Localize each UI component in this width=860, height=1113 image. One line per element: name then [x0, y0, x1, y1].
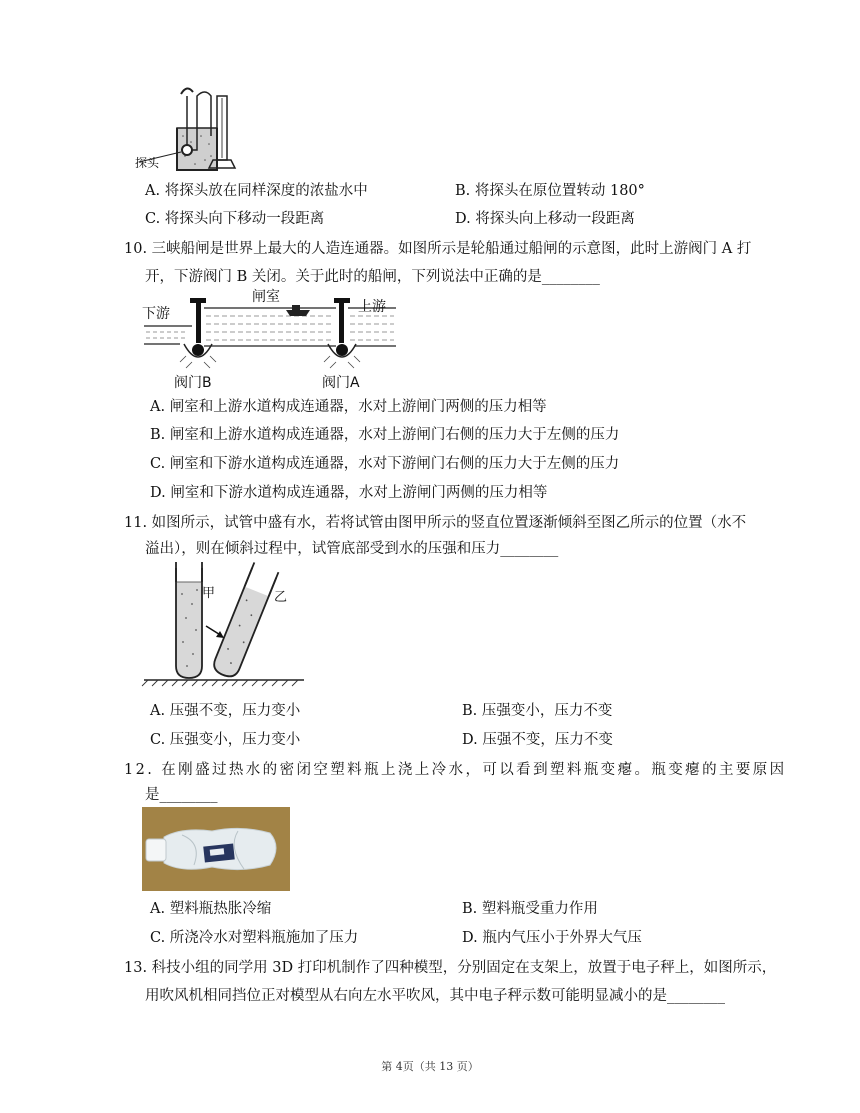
- q11-option-a: A. 压强不变，压力变小: [150, 703, 301, 719]
- q10-figure: [140, 286, 400, 394]
- q11-stem-line2: 溢出），则在倾斜过程中，试管底部受到水的压强和压力________: [145, 541, 559, 557]
- q10-downstream-label: 下游: [142, 306, 170, 322]
- q13-stem-line2: 用吹风机相同挡位正对模型从右向左水平吹风，其中电子秤示数可能明显减小的是________: [145, 988, 725, 1004]
- q10-valve-a-label: 阀门A: [322, 375, 360, 391]
- q11-jia-label: 甲: [202, 586, 216, 601]
- q11-stem-line1: 11. 如图所示，试管中盛有水，若将试管由图甲所示的竖直位置逐渐倾斜至图乙所示的位置（水不: [124, 515, 747, 531]
- q11-option-d: D. 压强不变，压力不变: [462, 732, 613, 748]
- q12-option-d: D. 瓶内气压小于外界大气压: [462, 930, 642, 946]
- q10-option-c: C. 闸室和下游水道构成连通器，水对下游闸门右侧的压力大于左侧的压力: [150, 456, 620, 472]
- q11-test-tube-figure: [140, 560, 310, 690]
- q9-option-c: C. 将探头向下移动一段距离: [145, 211, 325, 227]
- q12-stem-line1: 12. 在刚盛过热水的密闭空塑料瓶上浇上冷水，可以看到塑料瓶变瘪。瓶变瘪的主要原因: [124, 762, 787, 778]
- q12-option-a: A. 塑料瓶热胀冷缩: [150, 901, 272, 917]
- q12-crushed-bottle-photo: [142, 807, 290, 891]
- q10-stem-line2: 开，下游阀门 B 关闭。关于此时的船闸，下列说法中正确的是________: [145, 269, 600, 285]
- q10-option-d: D. 闸室和下游水道构成连通器，水对上游闸门两侧的压力相等: [150, 485, 548, 501]
- page-footer: 第 4页（共 13 页）: [381, 1060, 479, 1073]
- q10-valve-b-label: 阀门B: [174, 375, 212, 391]
- q12-option-c: C. 所浇冷水对塑料瓶施加了压力: [150, 930, 359, 946]
- q12-photo: [142, 807, 290, 891]
- q9-option-d: D. 将探头向上移动一段距离: [455, 211, 635, 227]
- q13-stem-line1: 13. 科技小组的同学用 3D 打印机制作了四种模型，分别固定在支架上，放置于电子秤上，如图所示，: [124, 960, 777, 976]
- q9-option-a: A. 将探头放在同样深度的浓盐水中: [145, 183, 368, 199]
- q9-figure: [135, 76, 240, 176]
- q10-lock-chamber-label: 闸室: [252, 289, 280, 305]
- q11-option-b: B. 压强变小，压力不变: [462, 703, 613, 719]
- q9-probe-label: 探头: [135, 156, 160, 170]
- q10-option-a: A. 闸室和上游水道构成连通器，水对上游闸门两侧的压力相等: [150, 399, 547, 415]
- q12-stem-line2: 是________: [145, 787, 218, 803]
- q11-option-c: C. 压强变小，压力变小: [150, 732, 301, 748]
- q10-stem-line1: 10. 三峡船闸是世界上最大的人造连通器。如图所示是轮船通过船闸的示意图，此时上游阀门 A 打: [124, 241, 752, 257]
- q10-upstream-label: 上游: [358, 299, 386, 315]
- q11-yi-label: 乙: [274, 590, 288, 605]
- q9-option-b: B. 将探头在原位置转动 180°: [455, 183, 645, 199]
- q11-figure: [140, 560, 310, 690]
- q12-option-b: B. 塑料瓶受重力作用: [462, 901, 598, 917]
- q10-option-b: B. 闸室和上游水道构成连通器，水对上游闸门右侧的压力大于左侧的压力: [150, 427, 620, 443]
